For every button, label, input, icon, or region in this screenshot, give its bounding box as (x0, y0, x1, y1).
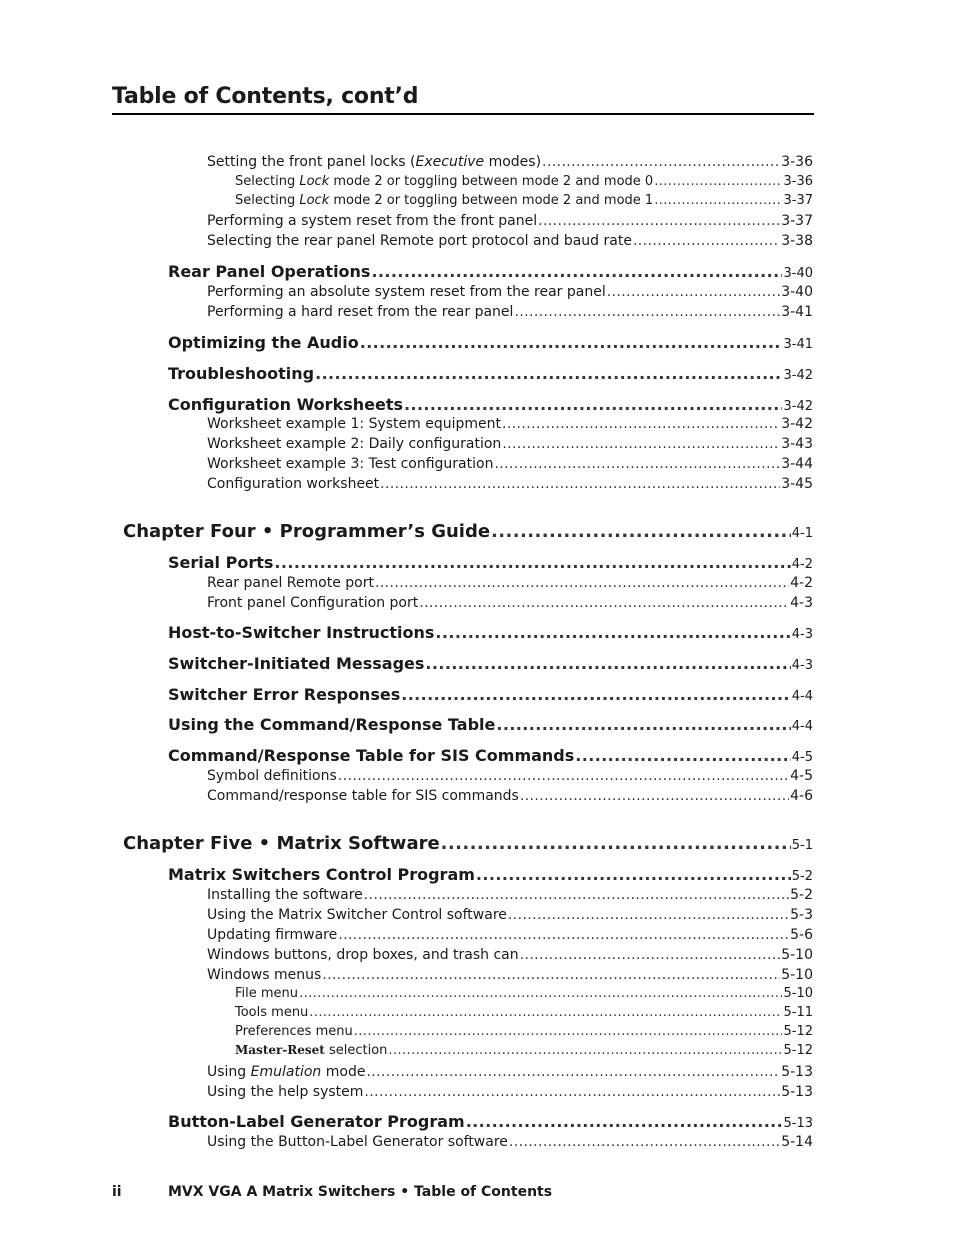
toc-entry-title (207, 304, 513, 320)
toc-entry-text: Using the Button-Label Generator software (207, 1134, 508, 1150)
toc-page-number: 5-10 (781, 947, 813, 963)
toc-entry-text: Switcher-Initiated Messages (168, 654, 425, 673)
toc-entry-text: Worksheet example 3: Test configuration (207, 456, 494, 472)
toc-page-number: 5-1 (791, 838, 813, 853)
toc-entry-text: Installing the software (207, 887, 363, 903)
toc-page-number: 4-3 (791, 627, 813, 642)
toc-entry-text: mode 2 or toggling between mode 2 and mode 1 (329, 193, 654, 208)
toc-page-number: 5-10 (783, 986, 813, 1001)
toc-entry-title (235, 193, 653, 208)
toc-entry-title (207, 456, 493, 472)
toc-page-number: 5-3 (790, 907, 813, 923)
dot-leader (509, 1134, 780, 1150)
toc-entry-title (235, 174, 653, 189)
toc-entry-text: Worksheet example 1: System equipment (207, 416, 501, 432)
dot-leader (633, 233, 780, 249)
toc-page-number: 3-36 (781, 154, 813, 170)
toc-section[interactable] (168, 553, 813, 572)
dot-leader (575, 746, 790, 765)
dot-leader (309, 1005, 782, 1020)
toc-entry-title (168, 654, 424, 673)
toc-section[interactable] (168, 685, 813, 704)
toc-entry[interactable] (207, 476, 813, 492)
toc-entry-title (207, 233, 632, 249)
toc-page-number: 4-4 (791, 689, 813, 704)
toc-entry-text: modes) (484, 154, 542, 170)
toc-entry-title (207, 967, 321, 983)
toc-page-number: 4-5 (791, 750, 813, 765)
toc-entry-title (207, 476, 379, 492)
toc-entry[interactable] (207, 456, 813, 472)
toc-entry-text: selection (324, 1043, 388, 1058)
toc-entry-text: Using (207, 1064, 251, 1080)
toc-page-number: 5-13 (781, 1084, 813, 1100)
toc-entry-title (207, 416, 501, 432)
toc-entry[interactable] (235, 1024, 813, 1039)
toc-entry-title (207, 595, 418, 611)
toc-entry-title (207, 768, 337, 784)
toc-entry[interactable] (207, 233, 813, 249)
toc-entry-title (207, 907, 507, 923)
dot-leader (441, 833, 791, 854)
toc-entry-title (207, 213, 537, 229)
toc-entry[interactable] (235, 986, 813, 1001)
toc-entry-title (207, 788, 519, 804)
toc-entry-title (207, 1084, 363, 1100)
toc-section[interactable] (168, 715, 813, 734)
toc-entry-italic-text: Emulation (250, 1064, 322, 1080)
toc-page-number: 3-42 (783, 399, 813, 414)
toc-page-number: 4-1 (791, 526, 813, 541)
toc-entry-title (168, 395, 403, 414)
toc-entry-title (235, 986, 298, 1001)
toc-entry-text: Front panel Configuration port (207, 595, 419, 611)
toc-page-number: 3-41 (783, 337, 813, 352)
toc-page-number: 5-10 (781, 967, 813, 983)
toc-entry-title (235, 1005, 308, 1020)
toc-entry[interactable] (235, 1043, 813, 1058)
toc-page-number: 5-2 (791, 869, 813, 884)
toc-section[interactable] (168, 262, 813, 281)
toc-page-number: 3-42 (783, 368, 813, 383)
dot-leader (274, 553, 790, 572)
dot-leader (315, 364, 782, 383)
dot-leader (354, 1024, 783, 1039)
dot-leader (364, 887, 789, 903)
dot-leader (401, 685, 791, 704)
toc-entry-text: Worksheet example 2: Daily configuration (207, 436, 502, 452)
toc-page-number: 3-43 (781, 436, 813, 452)
dot-leader (364, 1084, 780, 1100)
dot-leader (366, 1064, 780, 1080)
toc-page-number: 4-5 (790, 768, 813, 784)
toc-page-number: 5-2 (790, 887, 813, 903)
toc-section[interactable] (168, 364, 813, 383)
toc-entry-title (235, 1024, 353, 1039)
toc-section[interactable] (168, 746, 813, 765)
dot-leader (607, 284, 781, 300)
toc-page-number: 4-2 (791, 557, 813, 572)
toc-entry[interactable] (235, 193, 813, 208)
toc-entry[interactable] (207, 213, 813, 229)
toc-entry[interactable] (207, 1084, 813, 1100)
dot-leader (491, 521, 791, 542)
dot-leader (338, 768, 789, 784)
dot-leader (542, 154, 780, 170)
toc-page-number: 4-4 (791, 719, 813, 734)
toc-entry[interactable] (207, 947, 813, 963)
dot-leader (538, 213, 780, 229)
toc-entry[interactable] (207, 304, 813, 320)
toc-entry-text: Performing a hard reset from the rear panel (207, 304, 514, 320)
dot-leader (514, 304, 780, 320)
toc-entry-text: Updating firmware (207, 927, 338, 943)
dot-leader (654, 174, 782, 189)
toc-entry-title (207, 154, 541, 170)
toc-entry-text: Serial Ports (168, 553, 274, 572)
toc-entry-title (207, 947, 519, 963)
toc-entry-text: mode (321, 1064, 366, 1080)
toc-page-number: 4-3 (791, 658, 813, 673)
dot-leader (520, 947, 781, 963)
toc-section[interactable] (168, 623, 813, 642)
toc-page-number: 5-6 (790, 927, 813, 943)
toc-page-number: 3-36 (783, 174, 813, 189)
toc-entry-title (207, 284, 606, 300)
dot-leader (338, 927, 789, 943)
dot-leader (322, 967, 780, 983)
toc-entry[interactable] (207, 595, 813, 611)
toc-entry[interactable] (207, 887, 813, 903)
toc-section[interactable] (168, 654, 813, 673)
dot-leader (360, 333, 783, 352)
toc-entry-title (207, 887, 363, 903)
toc-page-number: 3-37 (783, 193, 813, 208)
toc-entry-title (168, 865, 475, 884)
toc-page-number: 5-11 (783, 1005, 813, 1020)
toc-entry[interactable] (207, 768, 813, 784)
toc-entry-text: Command/Response Table for SIS Commands (168, 746, 575, 765)
dot-leader (520, 788, 789, 804)
toc-entry[interactable] (207, 154, 813, 170)
toc-entry-title (207, 1064, 365, 1080)
toc-entry-text: mode 2 or toggling between mode 2 and mode 0 (329, 174, 654, 189)
toc-entry-text: Symbol definitions (207, 768, 337, 784)
toc-page-number: 3-41 (781, 304, 813, 320)
toc-entry[interactable] (207, 1134, 813, 1150)
toc-chapter[interactable] (123, 833, 813, 854)
dot-leader (375, 575, 789, 591)
toc-entry-text: Selecting (235, 193, 300, 208)
toc-entry-title (207, 575, 374, 591)
toc-section[interactable] (168, 865, 813, 884)
toc-page-number: 5-13 (781, 1064, 813, 1080)
toc-page-number: 3-45 (781, 476, 813, 492)
toc-entry-italic-text: Executive (415, 154, 485, 170)
toc-entry[interactable] (235, 174, 813, 189)
toc-chapter[interactable] (123, 521, 813, 542)
toc-entry-title (168, 623, 434, 642)
toc-entry-text: Matrix Switchers Control Program (168, 865, 475, 884)
toc-entry-text: Chapter Five • Matrix Software (123, 833, 440, 854)
toc-entry-text: Configuration worksheet (207, 476, 380, 492)
dot-leader (419, 595, 789, 611)
toc-entry-text: Selecting (235, 174, 300, 189)
toc-entry-title (123, 521, 490, 542)
dot-leader (654, 193, 782, 208)
toc-entry-text: Windows menus (207, 967, 322, 983)
toc-entry-text: Selecting the rear panel Remote port protocol and baud rate (207, 233, 632, 249)
dot-leader (502, 416, 780, 432)
toc-page-number: 3-37 (781, 213, 813, 229)
toc-entry[interactable] (207, 907, 813, 923)
toc-entry-text: Host-to-Switcher Instructions (168, 623, 435, 642)
toc-page-number: 3-40 (783, 266, 813, 281)
toc-section[interactable] (168, 395, 813, 414)
toc-entry-title (168, 364, 314, 383)
toc-entry-title (168, 333, 359, 352)
toc-page-number: 3-44 (781, 456, 813, 472)
toc-entry-italic-text: Lock (299, 193, 330, 208)
toc-page-number: 5-14 (781, 1134, 813, 1150)
toc-entry-text: Performing an absolute system reset from the rear panel (207, 284, 606, 300)
toc-entry-text: Using the Matrix Switcher Control software (207, 907, 507, 923)
toc-entry-title (207, 1134, 508, 1150)
toc-entry-title (123, 833, 440, 854)
dot-leader (388, 1043, 782, 1058)
toc-page-number: 5-12 (783, 1024, 813, 1039)
dot-leader (502, 436, 780, 452)
toc-entry[interactable] (207, 284, 813, 300)
toc-entry[interactable] (207, 575, 813, 591)
toc-entry[interactable] (207, 1064, 813, 1080)
toc-entry-text: Tools menu (235, 1005, 309, 1020)
toc-entry-title (207, 927, 337, 943)
dot-leader (380, 476, 780, 492)
toc-entry-text: Rear Panel Operations (168, 262, 371, 281)
toc-entry-text: Performing a system reset from the front panel (207, 213, 538, 229)
dot-leader (435, 623, 790, 642)
toc-entry-text: Chapter Four • Programmer’s Guide (123, 521, 491, 542)
dot-leader (466, 1112, 783, 1131)
toc-entry-text: Optimizing the Audio (168, 333, 359, 352)
dot-leader (476, 865, 791, 884)
toc-entry[interactable] (207, 927, 813, 943)
toc-entry-text: Configuration Worksheets (168, 395, 403, 414)
toc-entry-text: Troubleshooting (168, 364, 315, 383)
toc-entry-text: Preferences menu (235, 1024, 353, 1039)
dot-leader (494, 456, 780, 472)
toc-section[interactable] (168, 333, 813, 352)
toc-entry-text: Using the Command/Response Table (168, 715, 496, 734)
toc-page-number: 3-40 (781, 284, 813, 300)
toc-entry[interactable] (207, 436, 813, 452)
toc-page-number: 4-6 (790, 788, 813, 804)
dot-leader (496, 715, 790, 734)
toc-page-number: 5-12 (783, 1043, 813, 1058)
footer-doc-title: MVX VGA A Matrix Switchers • Table of Contents (168, 1184, 553, 1200)
toc-entry-command-text: Master-Reset (235, 1043, 325, 1057)
toc-page-number: 4-2 (790, 575, 813, 591)
toc-entry[interactable] (207, 788, 813, 804)
toc-entry[interactable] (207, 416, 813, 432)
dot-leader (299, 986, 782, 1001)
toc-entry[interactable] (235, 1005, 813, 1020)
toc-page-number: 5-13 (783, 1116, 813, 1131)
toc-page-number: 4-3 (790, 595, 813, 611)
toc-page-number: 3-38 (781, 233, 813, 249)
toc-entry-title (168, 553, 273, 572)
page-title: Table of Contents, cont’d (112, 84, 814, 115)
toc-entry-title (207, 436, 501, 452)
dot-leader (404, 395, 782, 414)
toc-entry-title (168, 715, 495, 734)
toc-entry-title (168, 1112, 465, 1131)
toc-entry-title (235, 1043, 387, 1058)
toc-entry-text: Rear panel Remote port (207, 575, 374, 591)
toc-page-number: 3-42 (781, 416, 813, 432)
dot-leader (425, 654, 790, 673)
toc-entry-text: Using the help system (207, 1084, 364, 1100)
toc-entry-text: Setting the front panel locks ( (207, 154, 416, 170)
toc-entry[interactable] (207, 967, 813, 983)
toc-entry-title (168, 746, 574, 765)
toc-section[interactable] (168, 1112, 813, 1131)
toc-entry-text: Switcher Error Responses (168, 685, 401, 704)
footer-page-number: ii (112, 1184, 122, 1200)
toc-entry-title (168, 685, 400, 704)
dot-leader (371, 262, 782, 281)
dot-leader (508, 907, 789, 923)
toc-entry-text: Button-Label Generator Program (168, 1112, 465, 1131)
toc-entry-italic-text: Lock (299, 174, 330, 189)
toc-entry-text: Windows buttons, drop boxes, and trash can (207, 947, 519, 963)
toc-entry-text: File menu (235, 986, 299, 1001)
toc-entry-text: Command/response table for SIS commands (207, 788, 519, 804)
toc-entry-title (168, 262, 370, 281)
